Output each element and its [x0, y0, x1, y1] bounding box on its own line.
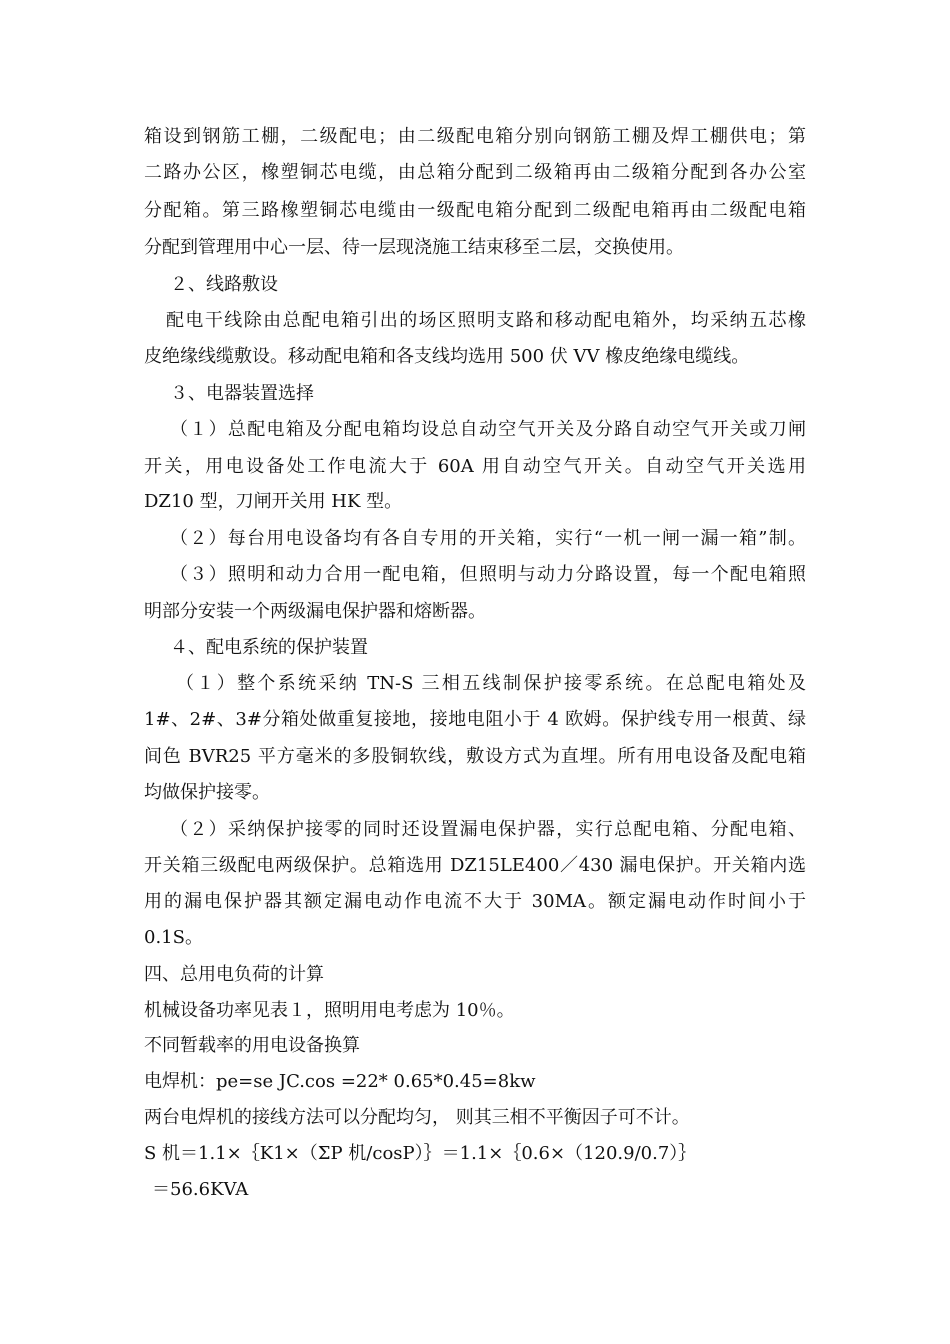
- formula-result: ＝56.6KVA: [152, 1179, 249, 1200]
- paragraph-line: 间色 BVR25 平方毫米的多股铜软线，敷设方式为直埋。所有用电设备及配电箱: [144, 746, 806, 767]
- paragraph-line: 均做保护接零。: [144, 782, 270, 803]
- formula-line: S 机＝1.1×｛K1×（ΣP 机/cosP）｝＝1.1×｛0.6×（120.9/0.7）｝: [144, 1143, 697, 1164]
- paragraph-line: 分配箱。第三路橡塑铜芯电缆由一级配电箱分配到二级配电箱再由二级配电箱: [144, 200, 806, 221]
- section-heading: ２、线路敷设: [170, 274, 278, 295]
- paragraph-line: 皮绝缘线缆敷设。移动配电箱和各支线均选用 500 伏 VV 橡皮绝缘电缆线。: [144, 346, 750, 367]
- paragraph-line: 开关箱三级配电两级保护。总箱选用 DZ15LE400／430 漏电保护。开关箱内选: [144, 855, 806, 876]
- paragraph-line: 用的漏电保护器其额定漏电动作电流不大于 30MA。额定漏电动作时间小于: [144, 891, 806, 912]
- paragraph-line: 明部分安装一个两级漏电保护器和熔断器。: [144, 601, 486, 622]
- section-heading: ４、配电系统的保护装置: [170, 637, 368, 658]
- paragraph-line: 开关，用电设备处工作电流大于 60A 用自动空气开关。自动空气开关选用: [144, 456, 806, 477]
- paragraph-line: （１）总配电箱及分配电箱均设总自动空气开关及分路自动空气开关或刀闸: [170, 419, 806, 440]
- paragraph-line: 1#、2#、3#分箱处做重复接地，接地电阻小于 4 欧姆。保护线专用一根黄、绿: [144, 709, 806, 730]
- paragraph-line: 机械设备功率见表１，照明用电考虑为 10％。: [144, 1000, 515, 1021]
- paragraph-line: 不同暂载率的用电设备换算: [144, 1035, 360, 1056]
- section-heading: 四、总用电负荷的计算: [144, 964, 324, 985]
- paragraph-line: 分配到管理用中心一层、待一层现浇施工结束移至二层，交换使用。: [144, 237, 684, 258]
- paragraph-line: 两台电焊机的接线方法可以分配均匀， 则其三相不平衡因子可不计。: [144, 1107, 690, 1128]
- paragraph-line: 0.1S。: [144, 927, 203, 948]
- paragraph-line: 配电干线除由总配电箱引出的场区照明支路和移动配电箱外，均采纳五芯橡: [166, 310, 806, 331]
- paragraph-line: （２）采纳保护接零的同时还设置漏电保护器，实行总配电箱、分配电箱、: [170, 819, 806, 840]
- section-heading: ３、电器装置选择: [170, 383, 314, 404]
- paragraph-line: （２）每台用电设备均有各自专用的开关箱，实行“一机一闸一漏一箱”制。: [170, 528, 806, 549]
- paragraph-line: （３）照明和动力合用一配电箱，但照明与动力分路设置，每一个配电箱照: [170, 564, 806, 585]
- paragraph-line: （１）整个系统采纳 TN-S 三相五线制保护接零系统。在总配电箱处及: [176, 673, 806, 694]
- formula-line: 电焊机：pe=se JC.cos =22* 0.65*0.45=8kw: [144, 1071, 536, 1092]
- paragraph-line: 二路办公区，橡塑铜芯电缆，由总箱分配到二级箱再由二级箱分配到各办公室: [144, 162, 806, 183]
- paragraph-line: 箱设到钢筋工棚，二级配电；由二级配电箱分别向钢筋工棚及焊工棚供电；第: [144, 126, 806, 147]
- paragraph-line: DZ10 型，刀闸开关用 HK 型。: [144, 491, 403, 512]
